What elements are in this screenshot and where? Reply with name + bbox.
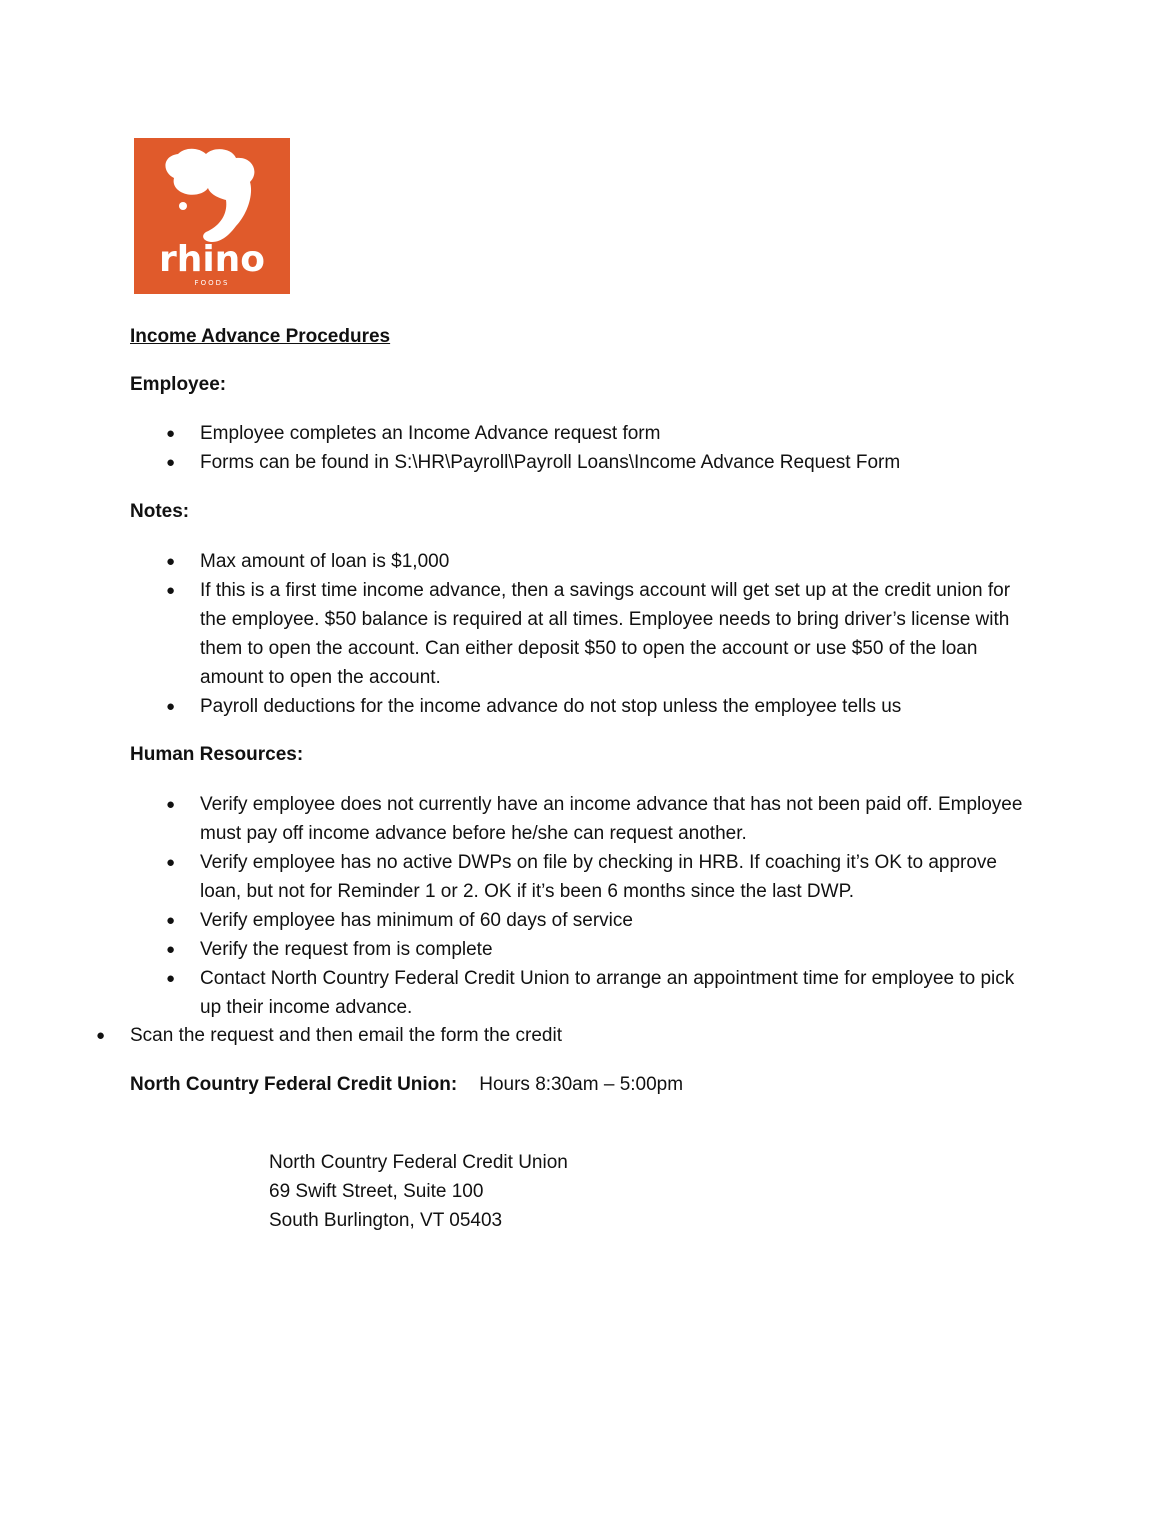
hr-heading: Human Resources: <box>130 744 304 765</box>
list-item: ● Verify the request from is complete <box>0 935 1030 964</box>
credit-union-label: North Country Federal Credit Union: <box>130 1074 458 1095</box>
list-item: ● Max amount of loan is $1,000 <box>0 547 1030 576</box>
bullet-icon: ● <box>166 796 176 813</box>
rhino-logo-icon <box>134 138 290 294</box>
employee-heading: Employee: <box>130 374 227 395</box>
address-line: South Burlington, VT 05403 <box>269 1210 503 1231</box>
rhino-foods-logo <box>134 138 290 294</box>
document-title: Income Advance Procedures <box>130 326 391 347</box>
notes-list <box>0 547 1030 721</box>
logo-subtext: FOODS <box>194 279 230 287</box>
outer-item-text: Scan the request and then email the form the credit <box>130 1025 562 1046</box>
list-item: ● If this is a first time income advance, then a savings account will get set up at the credit union for the employee. $50 balance is required at all times. Employee needs to bring driver’s license with them to open the account. Can either deposit $50 to open the account or use $50 of the loan amount to open the account. <box>0 576 1030 692</box>
address-line: North Country Federal Credit Union <box>269 1152 568 1173</box>
credit-union-line <box>130 1070 683 1099</box>
notes-heading: Notes: <box>130 501 190 522</box>
list-item: ● Verify employee does not currently have an income advance that has not been paid off. Employee must pay off income advance before he/she can request another. <box>0 790 1030 848</box>
list-item: ● Employee completes an Income Advance request form <box>0 419 1030 448</box>
bullet-icon: ● <box>166 553 176 570</box>
address-line: 69 Swift Street, Suite 100 <box>269 1181 484 1202</box>
bullet-icon: ● <box>166 454 176 471</box>
bullet-icon: ● <box>96 1027 106 1044</box>
list-item: ● Payroll deductions for the income advance do not stop unless the employee tells us <box>0 692 1030 721</box>
employee-list <box>0 419 1030 477</box>
list-item: ● Contact North Country Federal Credit Union to arrange an appointment time for employee to pick up their income advance. <box>0 964 1030 1022</box>
bullet-icon: ● <box>166 854 176 871</box>
bullet-icon: ● <box>166 912 176 929</box>
bullet-icon: ● <box>166 941 176 958</box>
list-item: ● Forms can be found in S:\HR\Payroll\Payroll Loans\Income Advance Request Form <box>0 448 1030 477</box>
logo-wordmark: rhino <box>158 239 266 280</box>
bullet-icon: ● <box>166 970 176 987</box>
bullet-icon: ● <box>166 425 176 442</box>
credit-union-hours: Hours 8:30am – 5:00pm <box>479 1074 684 1095</box>
bullet-icon: ● <box>166 582 176 599</box>
bullet-icon: ● <box>166 698 176 715</box>
list-item: ● Verify employee has no active DWPs on file by checking in HRB. If coaching it’s OK to approve loan, but not for Reminder 1 or 2. OK if it’s been 6 months since the last DWP. <box>0 848 1030 906</box>
hr-list <box>0 790 1030 1022</box>
list-item: ● Verify employee has minimum of 60 days of service <box>0 906 1030 935</box>
credit-union-address <box>269 1148 568 1235</box>
